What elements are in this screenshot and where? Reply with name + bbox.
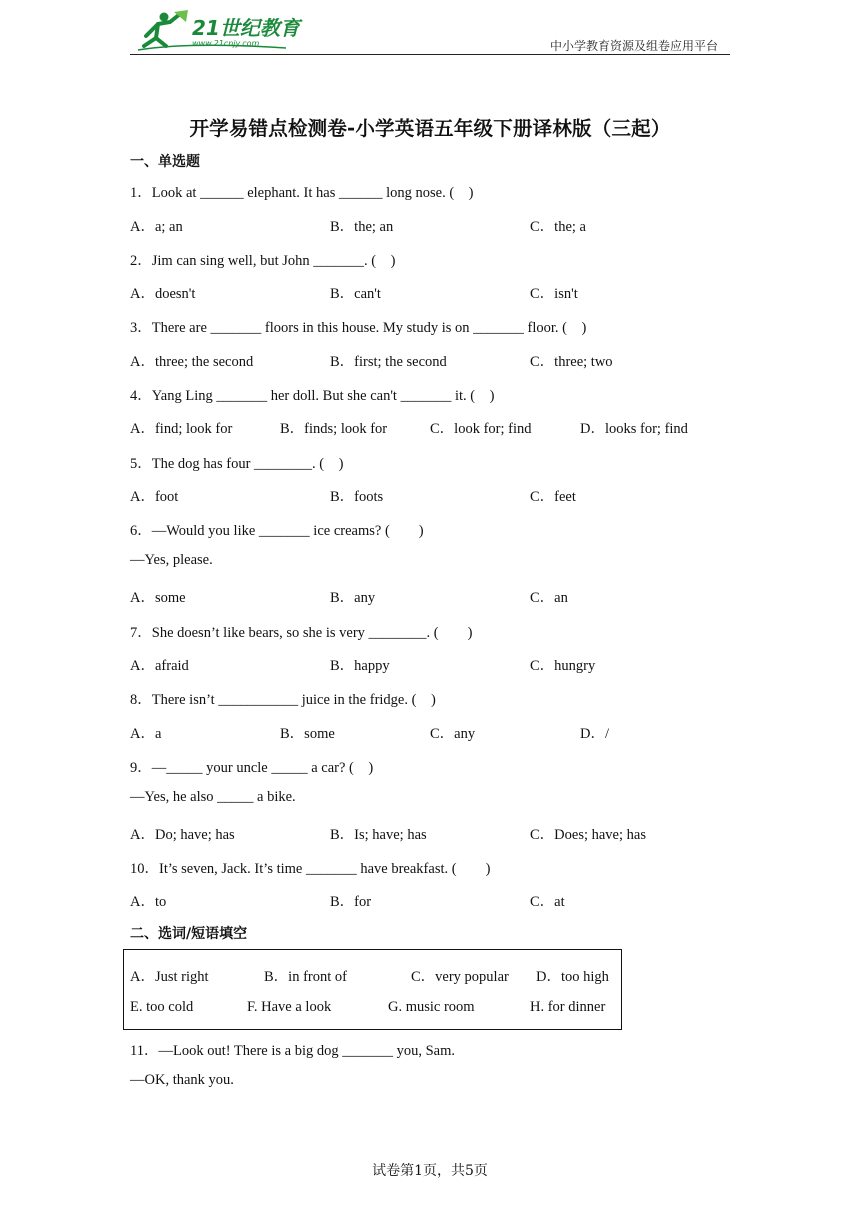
page-title: 开学易错点检测卷-小学英语五年级下册译林版（三起） [189,117,671,140]
option-a: A．a; an [130,219,183,235]
option-c: C．hungry [530,658,596,674]
option-a: A．find; look for [130,421,233,437]
word-bank-item: F. Have a look [247,999,332,1015]
word-bank-item: H. for dinner [530,999,606,1015]
option-c: C．the; a [530,219,586,235]
question-stem: 11．—Look out! There is a big dog _______ you, Sam. [130,1043,456,1059]
logo-text: 21世纪教育 [192,16,300,40]
question-stem: 6．—Would you like _______ ice creams? ( ) [130,523,424,539]
21cnjy-logo [136,8,306,52]
option-b: B．finds; look for [280,421,388,437]
option-c: C．feet [530,489,576,505]
option-a: A．doesn't [130,286,196,302]
option-a: A．afraid [130,658,189,674]
option-d: D．looks for; find [580,421,688,437]
word-bank-box [123,949,622,1030]
section-heading-fill-in: 二、选词/短语填空 [130,926,248,942]
option-a: A．foot [130,489,179,505]
question-stem-reply: —OK, thank you. [130,1072,234,1088]
option-c: C．Does; have; has [530,827,646,843]
option-a: A．a [130,726,162,742]
question-stem: 1．Look at ______ elephant. It has ______ long nose. ( ) [130,185,474,201]
page-footer: 试卷第1页，共5页 [372,1163,488,1179]
option-b: B．any [330,590,376,606]
question-stem: 2．Jim can sing well, but John _______. ( ) [130,253,396,269]
word-bank-item: D．too high [536,969,609,985]
question-stem: 8．There isn’t ___________ juice in the fridge. ( ) [130,692,436,708]
option-c: C．three; two [530,354,613,370]
option-c: C．look for; find [430,421,532,437]
option-b: B．for [330,894,372,910]
word-bank-item: C．very popular [411,969,509,985]
word-bank-item: G. music room [388,999,475,1015]
option-c: C．isn't [530,286,578,302]
question-stem-reply: —Yes, please. [130,552,213,568]
option-b: B．Is; have; has [330,827,427,843]
option-b: B．first; the second [330,354,447,370]
option-a: A．three; the second [130,354,254,370]
option-d: D．/ [580,726,609,742]
question-stem: 7．She doesn’t like bears, so she is very ________. ( ) [130,625,473,641]
option-c: C．an [530,590,568,606]
option-b: B．can't [330,286,381,302]
question-stem: 9．—_____ your uncle _____ a car? ( ) [130,760,374,776]
word-bank-item: A．Just right [130,969,209,985]
option-b: B．happy [330,658,390,674]
option-a: A．Do; have; has [130,827,235,843]
option-c: C．at [530,894,565,910]
word-bank-item: E. too cold [130,999,194,1015]
section-heading-single-choice: 一、单选题 [130,154,200,170]
option-b: B．foots [330,489,384,505]
option-c: C．any [430,726,476,742]
logo-url: www.21cnjy.com [192,39,260,48]
option-b: B．some [280,726,335,742]
question-stem: 5．The dog has four ________. ( ) [130,456,344,472]
option-a: A．to [130,894,167,910]
question-stem-reply: —Yes, he also _____ a bike. [130,789,296,805]
question-stem: 10．It’s seven, Jack. It’s time _______ have breakfast. ( ) [130,861,491,877]
header-platform-text: 中小学教育资源及组卷应用平台 [549,39,718,53]
question-stem: 3．There are _______ floors in this house. My study is on _______ floor. ( ) [130,320,587,336]
option-a: A．some [130,590,186,606]
page-header [130,6,730,54]
option-b: B．the; an [330,219,394,235]
header-divider [130,54,730,55]
question-stem: 4．Yang Ling _______ her doll. But she can't _______ it. ( ) [130,388,495,404]
word-bank-item: B．in front of [264,969,347,985]
